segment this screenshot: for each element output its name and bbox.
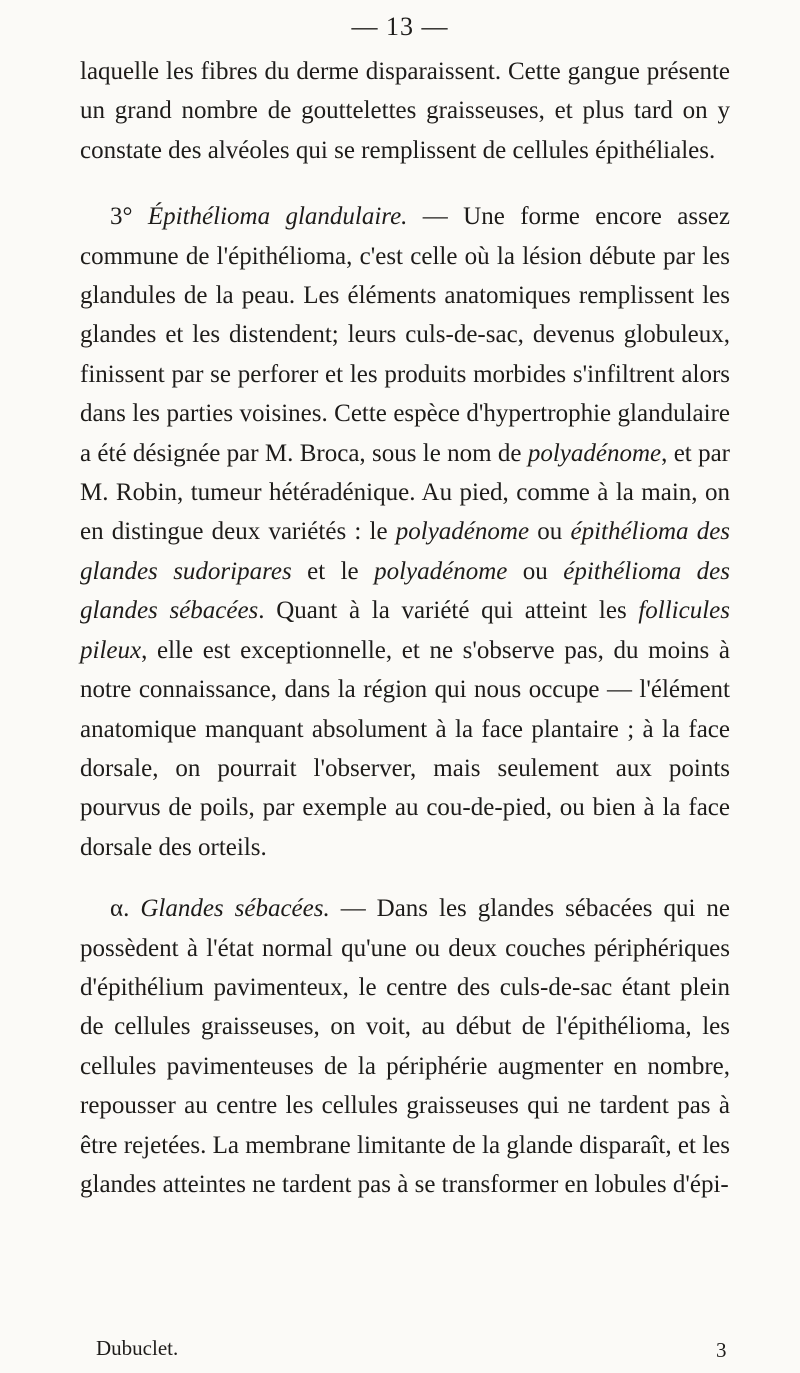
term-sudoripares: épithélioma des glandes sudoripares bbox=[80, 518, 731, 585]
page-body bbox=[80, 52, 730, 1204]
subsection-title: Glandes sébacées. bbox=[140, 895, 330, 923]
section-title: Épithélioma glandulaire. bbox=[147, 203, 408, 231]
text-run: . Quant à la variété qui atteint les bbox=[258, 597, 639, 625]
term-polyadenome: polyadénome bbox=[374, 557, 508, 585]
text-run: , et par M. Robin, tumeur hétéradénique. Au pied, comme à la main, on en distingue deux variétés : le bbox=[80, 439, 730, 546]
subsection-marker: α. bbox=[110, 895, 141, 923]
term-polyadenome: polyadénome bbox=[395, 518, 530, 546]
page-number: — 13 — bbox=[351, 12, 449, 41]
text-run: et le bbox=[291, 557, 375, 585]
text-run: ou bbox=[529, 518, 571, 546]
text-run: — Dans les glandes sébacées qui ne possèdent à l'état normal qu'une ou deux couches périphériques d'épithélium pavimenteux, le centre des culs-de-sac étant plein de cellules graisseuses, on voit, au début de l'épithélioma, les cellules pavimenteuses de la périphérie augmenter en nombre, repousser au centre les cellules graisseuses qui ne tardent pas à être rejetées. La membrane limitante de la glande disparaît, et les glandes atteintes ne tardent pas à se transformer en lobules d'épi- bbox=[80, 895, 730, 1198]
text-run: ou bbox=[507, 557, 564, 585]
paragraph-epithelioma-glandulaire bbox=[80, 197, 730, 867]
text-run: , elle est exceptionnelle, et ne s'observe pas, du moins à notre connaissance, dans la région qui nous occupe — l'élément anatomique manquant absolument à la face plantaire ; à la face dorsale, on pourrait l'observer, mais seulement aux points pourvus de poils, par exemple au cou-de-pied, ou bien à la face dorsale des orteils. bbox=[80, 636, 730, 861]
printer-signature-author: Dubuclet. bbox=[96, 1336, 179, 1360]
text-run: — Une forme encore assez commune de l'épithélioma, c'est celle où la lésion débute par les glandules de la peau. Les éléments anatomiques remplissent les glandes et les distendent; leurs culs-de-sac, devenus globuleux, finissent par se perforer et les produits morbides s'infiltrent alors dans les parties voisines. Cette espèce d'hypertrophie glandulaire a été désignée par M. Broca, sous le nom de bbox=[80, 203, 730, 467]
section-number: 3° bbox=[110, 203, 148, 231]
term-polyadenome: polyadénome bbox=[527, 439, 662, 467]
term-sebacees: épithélioma des glandes sébacées bbox=[80, 557, 730, 625]
paragraph-glandes-sebacees bbox=[80, 889, 730, 1204]
printer-signature-number: 3 bbox=[716, 1338, 727, 1362]
paragraph-continuation: laquelle les fibres du derme disparaissent. Cette gangue présente un grand nombre de gouttelettes graisseuses, et plus tard on y constate des alvéoles qui se remplissent de cellules épithéliales. bbox=[80, 58, 730, 164]
term-follicules-pileux: follicules pileux bbox=[80, 597, 730, 664]
